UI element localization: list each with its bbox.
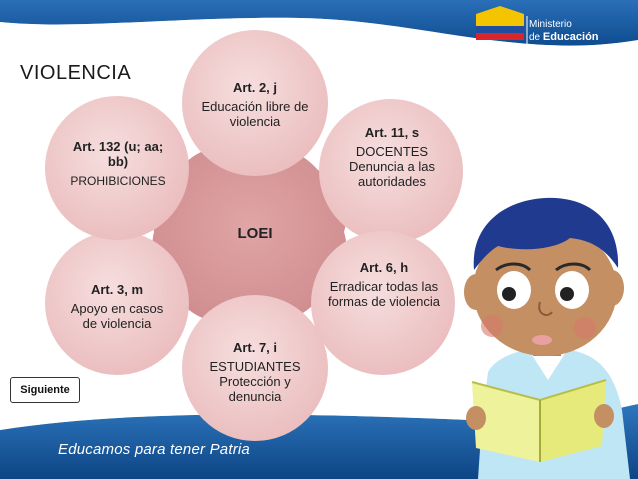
node-art2-text: Educación libre de violencia (201, 99, 309, 129)
logo-line2-prefix: de (529, 32, 543, 43)
node-art7-heading: Art. 7, i (232, 340, 278, 355)
slide-title: VIOLENCIA (20, 62, 132, 84)
node-art11-heading: Art. 11, s (364, 125, 420, 140)
node-art132[interactable] (62, 139, 174, 189)
node-art2[interactable] (198, 80, 312, 129)
node-art132-heading: Art. 132 (u; aa; bb) (72, 139, 164, 169)
node-art3[interactable] (62, 282, 172, 331)
boy-reading-illustration (464, 198, 630, 479)
node-art7-text: ESTUDIANTES Protección y denuncia (209, 359, 301, 404)
node-art3-text: Apoyo en casos de violencia (70, 301, 164, 331)
node-art7[interactable] (198, 340, 312, 404)
ministry-logo-text (529, 19, 599, 44)
node-art11-text: DOCENTES Denuncia a las autoridades (349, 144, 435, 189)
node-art132-text: PROHIBICIONES (70, 174, 166, 188)
node-art11[interactable] (334, 125, 450, 189)
next-button[interactable]: Siguiente (10, 377, 80, 403)
node-art3-heading: Art. 3, m (90, 282, 143, 297)
node-art6[interactable] (328, 260, 440, 309)
node-art6-text: Erradicar todas las formas de violencia (328, 279, 440, 309)
logo-line2-bold: Educación (542, 31, 599, 43)
node-art2-heading: Art. 2, j (232, 80, 278, 95)
center-label: LOEI (237, 225, 273, 242)
logo-line1: Ministerio (529, 19, 572, 30)
node-art6-heading: Art. 6, h (359, 260, 409, 275)
footer-tagline: Educamos para tener Patria (58, 441, 250, 458)
